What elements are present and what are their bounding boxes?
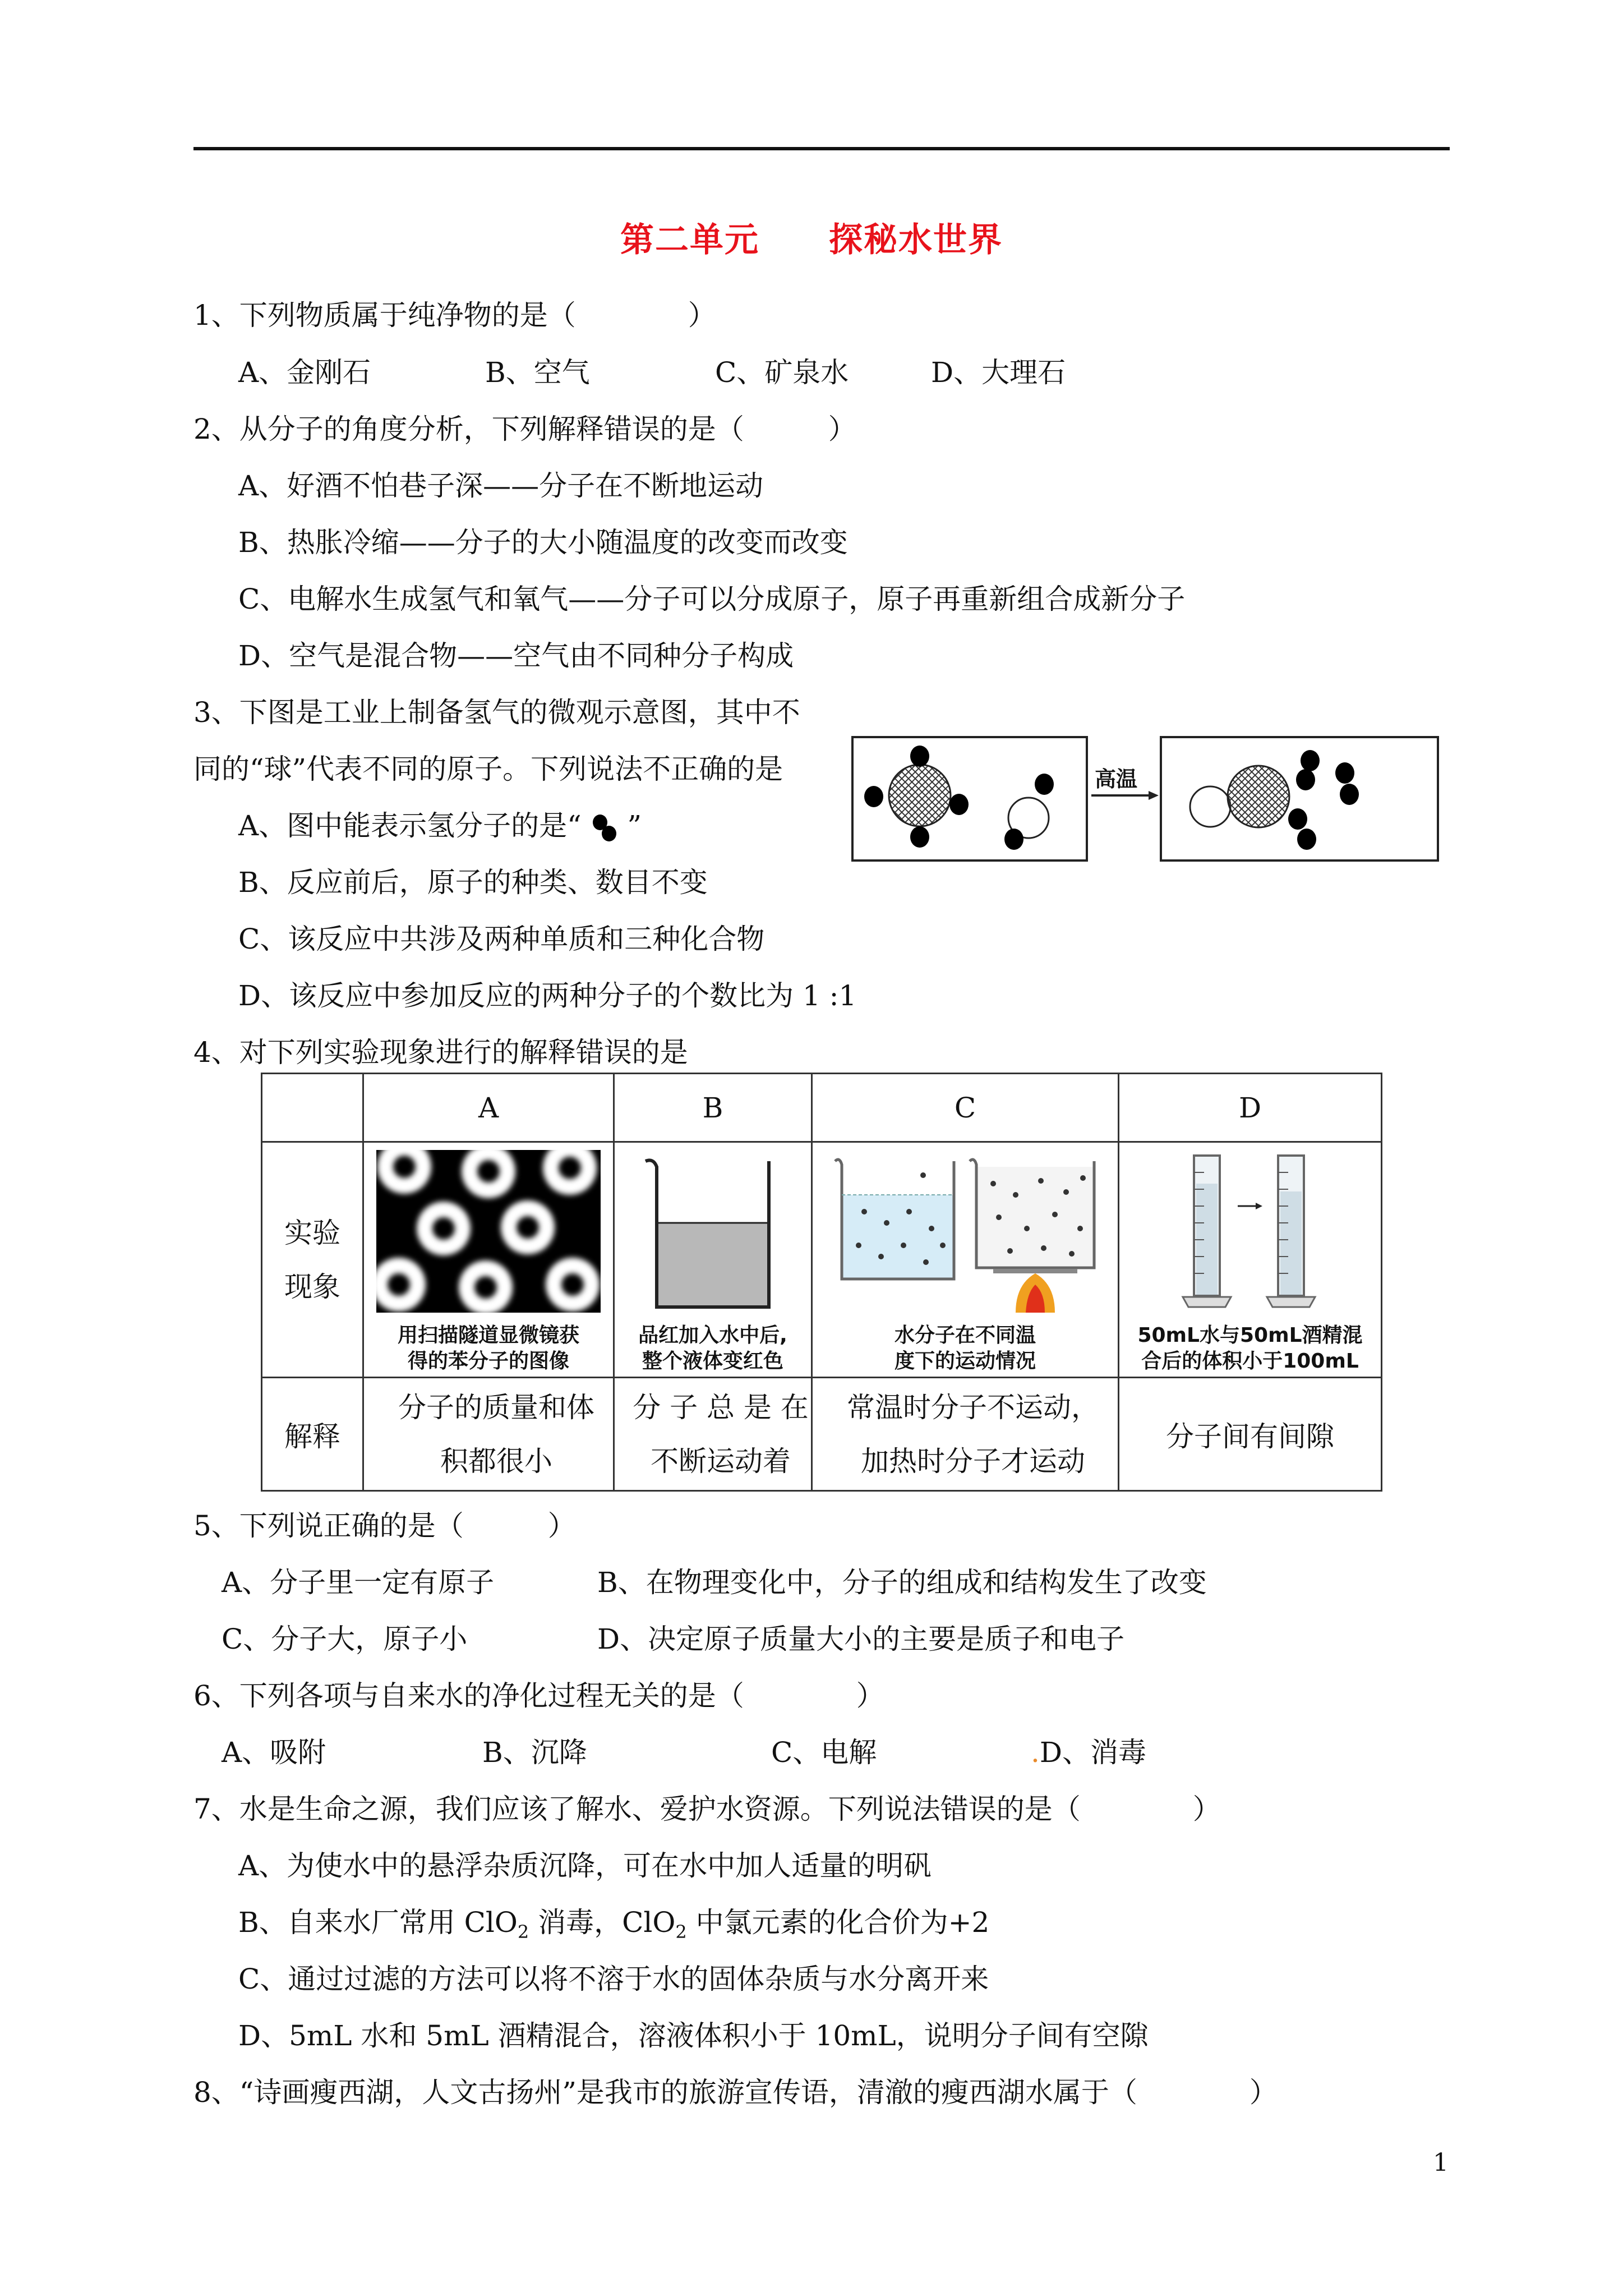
q7-option-c: C、通过过滤的方法可以将不溶于水的固体杂质与水分离开来 (238, 1963, 989, 1995)
q5-stem: 5、下列说正确的是（ ） (193, 1510, 576, 1542)
table-header-d: D (1119, 1074, 1382, 1142)
q1-stem: 1、下列物质属于纯净物的是（ ） (193, 299, 716, 332)
row-label-line2: 现象 (284, 1270, 340, 1303)
table-header-b: B (614, 1074, 812, 1142)
caption-c-line2: 度下的运动情况 (894, 1349, 1036, 1373)
q7-option-a: A、为使水中的悬浮杂质沉降，可在水中加人适量的明矾 (238, 1849, 932, 1882)
q7-option-b-part1: B、自来水厂常用 ClO (238, 1906, 518, 1939)
q2-option-c: C、电解水生成氢气和氧气——分子可以分成原子，原子再重新组合成新分子 (238, 583, 1186, 615)
q7-stem: 7、水是生命之源，我们应该了解水、爱护水资源。下列说法错误的是（ ） (193, 1793, 1221, 1825)
q3-option-a-text: A、图中能表示氢分子的是“ (238, 809, 582, 842)
beaker-icon (640, 1150, 786, 1313)
q1-option-d: D、大理石 (931, 356, 1066, 389)
q2-option-d: D、空气是混合物——空气由不同种分子构成 (238, 639, 794, 672)
explanation-c-line2: 加热时分子才运动 (861, 1444, 1085, 1478)
caption-d-line2: 合后的体积小于100mL (1141, 1349, 1359, 1373)
benzene-stm-image (376, 1150, 601, 1313)
table-header-c: C (812, 1074, 1119, 1142)
page-title: 第二单元 探秘水世界 (620, 220, 1003, 260)
q7-option-b-part3: 中氯元素的化合价为+2 (686, 1906, 990, 1939)
q6-option-d (1031, 1736, 1146, 1769)
cell-a-phenomenon (363, 1142, 614, 1378)
caption-b-line1: 品红加入水中后, (638, 1323, 787, 1347)
explanation-b-line1: 分 子 总 是 在 (633, 1391, 809, 1424)
cell-d-phenomenon (1119, 1142, 1382, 1378)
q5-option-a: A、分子里一定有原子 (222, 1566, 495, 1599)
q7-option-b-sub2: 2 (675, 1921, 687, 1943)
row-label-line1: 实验 (284, 1216, 340, 1249)
q2-option-b: B、热胀冷缩——分子的大小随温度的改变而改变 (238, 526, 848, 559)
q2-stem: 2、从分子的角度分析，下列解释错误的是（ ） (193, 413, 856, 445)
table-corner-cell (262, 1074, 363, 1142)
q5-option-b: B、在物理变化中，分子的组成和结构发生了改变 (597, 1566, 1207, 1599)
q7-option-b-part2: 消毒，ClO (529, 1906, 676, 1939)
q6-stem: 6、下列各项与自来水的净化过程无关的是（ ） (193, 1680, 884, 1712)
q1-option-b: B、空气 (485, 356, 590, 389)
q6-option-c: C、电解 (771, 1736, 877, 1769)
q6-option-b: B、沉降 (482, 1736, 587, 1769)
header-rule (193, 147, 1450, 150)
q3-option-c: C、该反应中共涉及两种单质和三种化合物 (238, 923, 765, 955)
explanation-a-line1: 分子的质量和体 (398, 1391, 594, 1424)
explanation-a-line2: 积都很小 (440, 1444, 552, 1478)
q3-option-a-close: ” (627, 809, 642, 842)
water-molecules-temperature-icon (825, 1150, 1105, 1313)
row-label-explanation: 解释 (262, 1378, 363, 1491)
q7-option-d: D、5mL 水和 5mL 酒精混合，溶液体积小于 10mL，说明分子间有空隙 (238, 2019, 1149, 2052)
q3-stem-line2: 同的“球”代表不同的原子。下列说法不正确的是 (193, 753, 783, 785)
explanation-a (363, 1378, 614, 1491)
reaction-diagram-svg (851, 735, 1440, 864)
caption-a-line1: 用扫描隧道显微镜获 (397, 1323, 579, 1347)
q3-stem-line1: 3、下图是工业上制备氢气的微观示意图，其中不 (193, 696, 800, 729)
caption-a-line2: 得的苯分子的图像 (407, 1349, 569, 1373)
caption-d-line1: 50mL水与50mL酒精混 (1137, 1323, 1363, 1347)
q6-option-a: A、吸附 (222, 1736, 326, 1769)
explanation-c-line1: 常温时分子不运动， (847, 1391, 1099, 1424)
q3-option-a (238, 809, 642, 844)
experiment-table (261, 1073, 1382, 1492)
cell-b-phenomenon (614, 1142, 812, 1378)
q3-option-b: B、反应前后，原子的种类、数目不变 (238, 866, 708, 899)
q6-option-d-text: D、消毒 (1039, 1736, 1146, 1769)
q4-stem: 4、对下列实验现象进行的解释错误的是 (193, 1036, 688, 1069)
q2-option-a: A、好酒不怕巷子深——分子在不断地运动 (238, 470, 764, 502)
q3-option-d: D、该反应中参加反应的两种分子的个数比为 1 :1 (238, 979, 857, 1012)
reaction-diagram (851, 735, 1440, 864)
q1-option-c: C、矿泉水 (715, 356, 849, 389)
reaction-condition-label: 高温 (1095, 767, 1138, 792)
q7-option-b (238, 1906, 989, 1949)
explanation-b-line2: 不断运动着 (651, 1444, 791, 1478)
q5-option-d: D、决定原子质量大小的主要是质子和电子 (597, 1623, 1125, 1655)
explanation-b (614, 1378, 812, 1491)
hydrogen-molecule-icon (591, 812, 619, 844)
q6-option-d-mark: . (1031, 1736, 1040, 1769)
table-header-a: A (363, 1074, 614, 1142)
q7-option-b-sub1: 2 (517, 1921, 529, 1943)
row-label-phenomenon (262, 1142, 363, 1378)
caption-c-line1: 水分子在不同温 (894, 1323, 1036, 1347)
graduated-cylinders-icon (1166, 1150, 1334, 1313)
q1-option-a: A、金刚石 (238, 356, 371, 389)
cell-c-phenomenon (812, 1142, 1119, 1378)
page-number: 1 (1433, 2148, 1449, 2177)
caption-b-line2: 整个液体变红色 (642, 1349, 783, 1373)
q8-stem: 8、“诗画瘦西湖，人文古扬州”是我市的旅游宣传语，清澈的瘦西湖水属于（ ） (193, 2076, 1278, 2109)
explanation-d: 分子间有间隙 (1119, 1378, 1382, 1491)
q5-option-c: C、分子大，原子小 (222, 1623, 468, 1655)
explanation-c (812, 1378, 1119, 1491)
